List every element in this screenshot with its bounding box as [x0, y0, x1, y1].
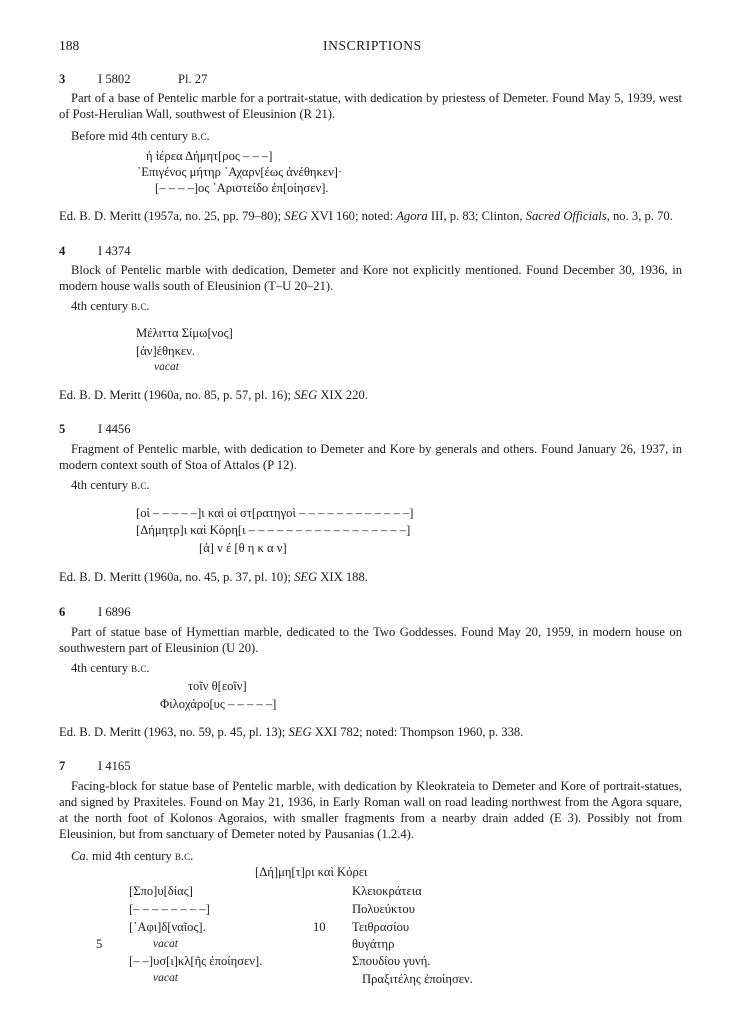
inscription-line: Τειθρασίου — [352, 920, 410, 934]
inscription-line: ᾿Επιγένος μήτηρ ᾿Αχαρν[έως ἀνέθηκεν]· — [137, 165, 343, 179]
entry-date — [71, 128, 210, 144]
edition-text: XVI 160; noted: — [307, 209, 397, 223]
inscription-line: [ἀν]έθηκεν. — [136, 344, 196, 358]
edition-text: , no. 3, p. 70. — [606, 209, 673, 223]
entry-date — [71, 660, 149, 676]
inscription-line: Σπουδίου γυνή. — [352, 954, 431, 968]
edition-reference — [59, 387, 368, 403]
inscription-line: [οἱ – – – – –]ι καὶ οἱ στ[ρατηγοὶ – – – – – – – – – – – –] — [136, 506, 414, 520]
inscription-line: τοῖν θ[εοῖν] — [188, 679, 247, 693]
date-text: Before mid 4th century — [71, 129, 189, 143]
seg-label: SEG — [294, 570, 318, 584]
inscription-line: [– –]υσ[ι]κλ[ῆς ἐποίησεν]. — [129, 954, 263, 968]
era-label: b.c. — [131, 478, 150, 492]
edition-text: XIX 220. — [317, 388, 368, 402]
edition-text: Ed. B. D. Meritt (1963, no. 59, p. 45, pl. 13); — [59, 725, 289, 739]
date-text: mid 4th century — [92, 849, 172, 863]
inventory-number: I 5802 — [98, 72, 131, 86]
date-text: 4th century — [71, 478, 129, 492]
entry-date — [71, 298, 149, 314]
edition-reference — [59, 569, 368, 585]
inscription-line: ἡ ἱέρεα Δήμητ[ρος – – –] — [146, 149, 273, 163]
inventory-number: I 4456 — [98, 422, 131, 436]
date-text: 4th century — [71, 661, 129, 675]
line-number: 5 — [96, 937, 103, 951]
entry-date — [71, 848, 193, 864]
inscription-line: [Δήμητρ]ι καὶ Κόρη[ι – – – – – – – – – – – – – – – – –] — [136, 523, 411, 537]
inscription-line: Φιλοχάρο[υς – – – – –] — [160, 697, 277, 711]
seg-label: SEG — [288, 725, 312, 739]
entry-number: 3 — [59, 72, 66, 86]
entry-description: Fragment of Pentelic marble, with dedication to Demeter and Kore by generals and others. Found January 26, 1937, in modern context south of Stoa of Attalos (P 12). — [59, 442, 682, 472]
date-prefix: Ca. — [71, 849, 89, 863]
edition-text: XXI 782; noted: Thompson 1960, p. 338. — [311, 725, 524, 739]
inscription-line: [Σπο]υ[δίας] — [129, 884, 193, 898]
entry-number: 4 — [59, 244, 66, 258]
entry-description: Part of statue base of Hymettian marble, dedicated to the Two Goddesses. Found May 20, 1959, in modern house on southwestern part of Eleusinion (U 20). — [59, 625, 682, 655]
running-title: INSCRIPTIONS — [323, 38, 422, 53]
edition-text: III, p. 83; Clinton, — [427, 209, 526, 223]
agora-label: Agora — [396, 209, 428, 223]
inventory-number: I 4374 — [98, 244, 131, 258]
edition-text: Ed. B. D. Meritt (1960a, no. 45, p. 37, pl. 10); — [59, 570, 295, 584]
inventory-number: I 4165 — [98, 759, 131, 773]
page-number: 188 — [59, 38, 80, 53]
inscription-line: Κλειοκράτεια — [352, 884, 422, 898]
era-label: b.c. — [174, 849, 194, 863]
entry-description: Block of Pentelic marble with dedication, Demeter and Kore not explicitly mentioned. Found December 30, 1936, in modern house walls south of Eleusinion (T–U 20–21). — [59, 263, 682, 293]
entry-description: Facing-block for statue base of Pentelic marble, with dedication by Kleokrateia to Demeter and Kore of portrait-statues, and signed by Praxiteles. Found on May 21, 1936, in Early Roman wall on road leading northwest from the Agora square, at the north foot of Kolonos Agoraios, with smaller fragments from a nearby drain added (E 3). Possibly not from Eleusinion, but from sanctuary of Demeter noted by Pausanias (1.2.4). — [59, 779, 682, 841]
era-label: b.c. — [131, 661, 150, 675]
inscription-line: [ἀ] ν έ [θ η κ α ν] — [199, 541, 287, 555]
edition-reference — [59, 208, 673, 224]
book-title: Sacred Officials — [525, 209, 607, 223]
inscription-line: [– – – – – – – –] — [129, 902, 210, 916]
era-label: b.c. — [131, 299, 150, 313]
line-number: 10 — [313, 920, 326, 934]
inventory-number: I 6896 — [98, 605, 131, 619]
inscription-line: θυγάτηρ — [352, 937, 395, 951]
entry-number: 6 — [59, 605, 66, 619]
era-label: b.c. — [191, 129, 210, 143]
inscription-line: Μέλιττα Σίμω[νος] — [136, 326, 233, 340]
edition-text: Ed. B. D. Meritt (1957a, no. 25, pp. 79–80); — [59, 209, 285, 223]
inscription-heading-line: [Δή]μη[τ]ρι καὶ Κόρει — [255, 865, 368, 879]
entry-number: 5 — [59, 422, 66, 436]
seg-label: SEG — [294, 388, 318, 402]
edition-text: Ed. B. D. Meritt (1960a, no. 85, p. 57, pl. 16); — [59, 388, 295, 402]
date-text: 4th century — [71, 299, 129, 313]
entry-date — [71, 477, 149, 493]
vacat-label: vacat — [153, 938, 178, 950]
plate-reference: Pl. 27 — [178, 72, 208, 86]
inscription-line: Πραξιτέλης ἐποίησεν. — [362, 972, 473, 986]
entry-description: Part of a base of Pentelic marble for a portrait-statue, with dedication by priestess of Demeter. Found May 5, 1939, west of Post-Herulian Wall, southwest of Eleusinion (R 21). — [59, 91, 682, 121]
edition-text: XIX 188. — [317, 570, 368, 584]
entry-number: 7 — [59, 759, 66, 773]
inscription-line: [– – – –]ος ᾿Αριστείδο ἐπ[οίησεν]. — [155, 181, 329, 195]
edition-reference — [59, 724, 523, 740]
seg-label: SEG — [284, 209, 308, 223]
inscription-line: [᾿Αφι]δ[ναῖος]. — [129, 920, 206, 934]
vacat-label: vacat — [154, 361, 179, 373]
vacat-label: vacat — [153, 972, 178, 984]
inscription-line: Πολυεύκτου — [352, 902, 415, 916]
